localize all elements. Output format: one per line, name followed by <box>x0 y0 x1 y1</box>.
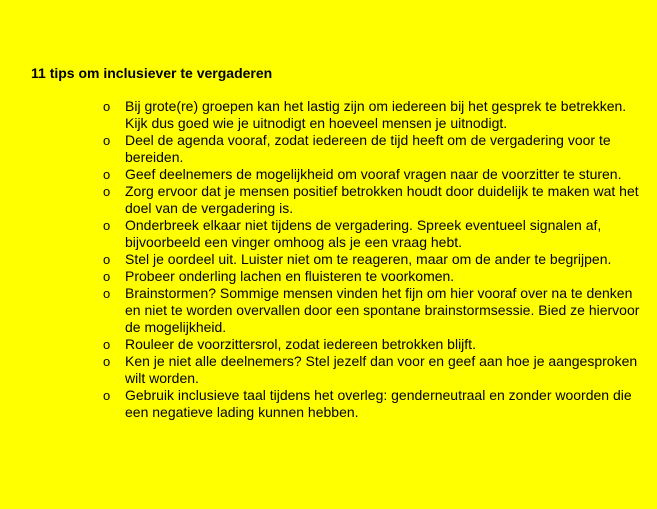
bullet-circle-icon: o <box>103 388 111 403</box>
bullet-circle-icon: o <box>103 286 111 301</box>
bullet-circle-icon: o <box>103 354 111 369</box>
bullet-circle-icon: o <box>103 337 111 352</box>
bullet-circle-icon: o <box>103 184 111 199</box>
bullet-circle-icon: o <box>103 99 111 114</box>
bullet-circle-icon: o <box>103 218 111 233</box>
tip-text: Zorg ervoor dat je mensen positief betrokken houdt door duidelijk te maken wat het doel van de vergadering is. <box>125 183 639 216</box>
tip-text: Geef deelnemers de mogelijkheid om vooraf vragen naar de voorzitter te sturen. <box>125 166 622 182</box>
bullet-circle-icon: o <box>103 167 111 182</box>
tip-item-11 <box>0 387 657 421</box>
tip-item-1 <box>0 98 657 132</box>
tip-text: Deel de agenda vooraf, zodat iedereen de tijd heeft om de vergadering voor te bereiden. <box>125 132 611 165</box>
tip-text: Bij grote(re) groepen kan het lastig zijn om iedereen bij het gesprek te betrekken. Kijk dus goed wie je uitnodigt en hoeveel mensen je uitnodigt. <box>125 98 627 131</box>
bullet-circle-icon: o <box>103 269 111 284</box>
tip-item-8 <box>0 285 657 336</box>
tip-item-5 <box>0 217 657 251</box>
tip-item-3 <box>0 166 657 183</box>
tip-item-7 <box>0 268 657 285</box>
tip-item-4 <box>0 183 657 217</box>
tip-text: Rouleer de voorzittersrol, zodat iedereen betrokken blijft. <box>125 336 476 352</box>
tip-text: Gebruik inclusieve taal tijdens het overleg: genderneutraal en zonder woorden die een negatieve lading kunnen hebben. <box>125 387 632 420</box>
tip-text: Onderbreek elkaar niet tijdens de vergadering. Spreek eventueel signalen af, bijvoorbeeld een vinger omhoog als je een vraag hebt. <box>125 217 602 250</box>
bullet-circle-icon: o <box>103 133 111 148</box>
bullet-circle-icon: o <box>103 252 111 267</box>
tip-text: Stel je oordeel uit. Luister niet om te reageren, maar om de ander te begrijpen. <box>125 251 612 267</box>
tip-item-10 <box>0 353 657 387</box>
tip-item-2 <box>0 132 657 166</box>
tip-text: Probeer onderling lachen en fluisteren te voorkomen. <box>125 268 455 284</box>
tip-text: Ken je niet alle deelnemers? Stel jezelf dan voor en geef aan hoe je aangesproken wilt worden. <box>125 353 638 386</box>
tip-text: Brainstormen? Sommige mensen vinden het fijn om hier vooraf over na te denken en niet te worden overvallen door een spontane brainstormsessie. Bied ze hiervoor de mogelijkheid. <box>125 285 640 335</box>
tip-item-9 <box>0 336 657 353</box>
tips-list <box>0 98 657 421</box>
tip-item-6 <box>0 251 657 268</box>
document-title: 11 tips om inclusiever te vergaderen <box>31 65 273 81</box>
